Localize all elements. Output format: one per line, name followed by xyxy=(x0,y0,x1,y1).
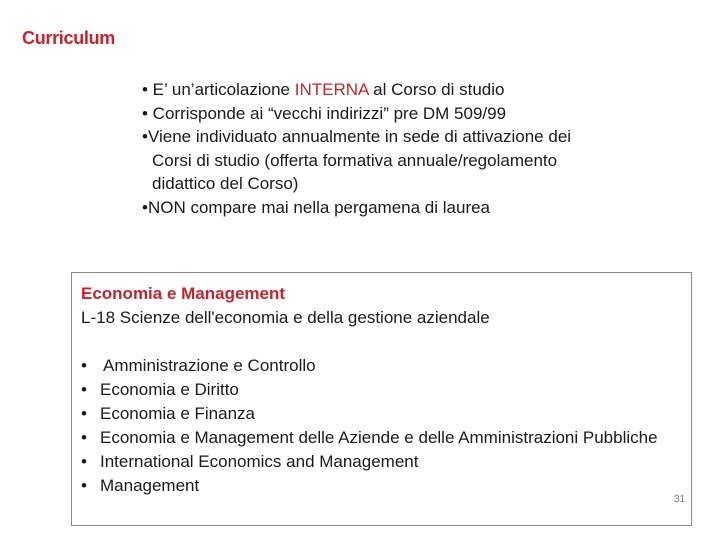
degree-class: L-18 Scienze dell'economia e della gestione aziendale xyxy=(81,308,490,327)
definition-item-old-tracks: • Corrisponde ai “vecchi indirizzi” pre DM 509/99 xyxy=(142,103,507,123)
curriculum-definition-list xyxy=(142,78,682,219)
definition-item-annual xyxy=(142,125,682,196)
bullet-icon: • xyxy=(81,476,87,495)
curriculum-item xyxy=(81,354,673,378)
curriculum-item xyxy=(81,378,673,402)
internal-highlight: INTERNA xyxy=(294,80,369,99)
curricula-list xyxy=(81,354,673,498)
definition-item-annual-line-2: Corsi di studio (offerta formativa annuale/regolamento xyxy=(152,150,558,170)
curriculum-item-label: Amministrazione e Controllo xyxy=(103,356,316,375)
curriculum-item-label: Economia e Management delle Aziende e delle Amministrazioni Pubbliche xyxy=(100,428,658,447)
bullet-icon: • xyxy=(81,428,87,447)
definition-item-internal-prefix: • E’ un’articolazione xyxy=(142,80,295,99)
bullet-icon: • xyxy=(81,452,87,471)
page-number: 31 xyxy=(674,494,686,505)
definition-item-annual-line-3: didattico del Corso) xyxy=(152,174,299,193)
degree-curricula-box xyxy=(71,272,692,526)
curriculum-item xyxy=(81,450,673,474)
curriculum-item-label: Management xyxy=(100,476,200,495)
definition-item-internal xyxy=(142,78,682,102)
curriculum-item-label: International Economics and Management xyxy=(100,452,419,471)
definition-item-diploma: •NON compare mai nella pergamena di laurea xyxy=(142,197,491,217)
curriculum-item xyxy=(81,426,673,450)
curriculum-item xyxy=(81,402,673,426)
degree-title: Economia e Management xyxy=(81,284,286,303)
bullet-icon: • xyxy=(81,380,87,399)
bullet-icon: • xyxy=(81,356,87,375)
curriculum-item-label: Economia e Diritto xyxy=(100,380,239,399)
curriculum-item xyxy=(81,474,673,498)
curriculum-item-label: Economia e Finanza xyxy=(100,404,255,423)
definition-item-internal-suffix: al Corso di studio xyxy=(368,80,505,99)
definition-item-annual-line-1: •Viene individuato annualmente in sede di attivazione dei xyxy=(142,127,572,146)
slide-title: Curriculum xyxy=(22,28,116,48)
bullet-icon: • xyxy=(81,404,87,423)
